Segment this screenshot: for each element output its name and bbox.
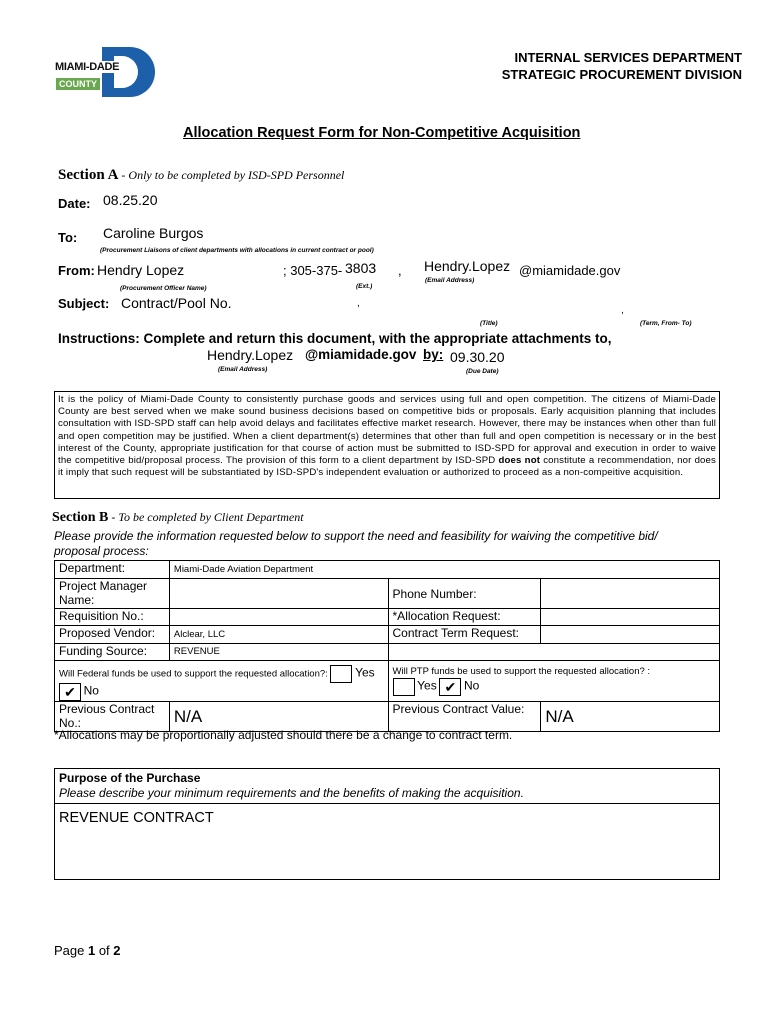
requisition-field[interactable] xyxy=(169,609,388,626)
ptp-funds-question: Will PTP funds be used to support the requested allocation? : xyxy=(392,666,651,677)
previous-contract-no-field[interactable]: N/A xyxy=(169,702,388,732)
logo-county: COUNTY xyxy=(56,78,100,90)
email-user-field[interactable]: Hendry.Lopez xyxy=(424,258,511,274)
subject-field[interactable]: Contract/Pool No. xyxy=(121,295,232,311)
due-date-field[interactable]: 09.30.20 xyxy=(450,349,505,365)
date-field[interactable]: 08.25.20 xyxy=(103,192,158,208)
officer-caption: (Procurement Officer Name) xyxy=(120,285,207,292)
ptp-yes-checkbox[interactable] xyxy=(393,678,415,696)
phone-number-label: Phone Number: xyxy=(388,579,541,609)
term-caption: (Term, From- To) xyxy=(640,320,692,327)
previous-contract-value-label: Previous Contract Value: xyxy=(388,702,541,732)
federal-no-label: No xyxy=(83,683,99,698)
ptp-yes-label: Yes xyxy=(417,678,437,693)
section-b-heading xyxy=(52,510,304,526)
section-b-instructions: Please provide the information requested below to support the need and feasibility for waiving the competitive bid/ proposal process: xyxy=(54,529,658,558)
policy-emphasis: does not xyxy=(498,455,541,467)
to-field[interactable]: Caroline Burgos xyxy=(103,225,204,241)
federal-yes-checkbox[interactable] xyxy=(330,665,352,683)
division-name: STRATEGIC PROCUREMENT DIVISION xyxy=(501,67,742,82)
return-email-user[interactable]: Hendry.Lopez xyxy=(207,347,294,363)
due-date-caption: (Due Date) xyxy=(466,368,499,375)
federal-no-checkbox[interactable]: ✔ xyxy=(59,683,81,701)
funding-source-label: Funding Source: xyxy=(55,644,170,661)
federal-yes-label: Yes xyxy=(355,665,375,680)
allocation-request-label: *Allocation Request: xyxy=(388,609,541,626)
email-domain: @miamidade.gov xyxy=(519,263,621,278)
allocation-request-field[interactable] xyxy=(541,609,720,626)
project-manager-field[interactable] xyxy=(169,579,388,609)
return-instructions: Instructions: Complete and return this document, with the appropriate attachments to, xyxy=(58,331,612,346)
department-name: INTERNAL SERVICES DEPARTMENT xyxy=(514,50,742,65)
federal-funds-question: Will Federal funds be used to support the requested allocation?: xyxy=(59,668,328,680)
proposed-vendor-field[interactable]: Alclear, LLC xyxy=(169,626,388,644)
department-label: Department: xyxy=(55,561,170,579)
previous-contract-value-field[interactable]: N/A xyxy=(541,702,720,732)
proposed-vendor-label: Proposed Vendor: xyxy=(55,626,170,644)
purpose-heading: Purpose of the Purchase xyxy=(59,771,201,785)
project-manager-label: Project Manager Name: xyxy=(55,579,170,609)
contract-term-label: Contract Term Request: xyxy=(388,626,541,644)
section-a-note: - Only to be completed by ISD-SPD Personnel xyxy=(118,168,345,182)
form-title: Allocation Request Form for Non-Competitive Acquisition xyxy=(183,125,581,141)
contract-term-field[interactable] xyxy=(541,626,720,644)
funding-source-field[interactable]: REVENUE xyxy=(169,644,388,661)
section-a-label: Section A xyxy=(58,167,119,183)
section-a-heading xyxy=(58,167,344,184)
by-label: by: xyxy=(423,347,444,362)
comma-separator: , xyxy=(357,298,360,309)
allocation-footnote: *Allocations may be proportionally adjusted should there be a change to contract term. xyxy=(54,728,513,742)
blank-cell xyxy=(388,644,719,661)
purpose-box xyxy=(54,768,720,880)
to-caption: (Procurement Liaisons of client departments with allocations in current contract or pool) xyxy=(100,247,374,254)
comma-separator: , xyxy=(398,263,402,278)
subject-label: Subject: xyxy=(58,296,110,311)
previous-contract-no-label: Previous Contract No.: xyxy=(55,702,170,732)
comma-separator: , xyxy=(621,305,624,316)
extension-field[interactable]: 3803 xyxy=(345,260,377,276)
requisition-label: Requisition No.: xyxy=(55,609,170,626)
ptp-no-checkbox[interactable]: ✔ xyxy=(439,678,461,696)
section-b-note: - To be completed by Client Department xyxy=(108,510,304,524)
email-caption: (Email Address) xyxy=(425,277,475,284)
policy-statement: It is the policy of Miami-Dade County to consistently purchase goods and services using full and open competition. The citizens of Miami-Dade County are best served when we make sound business decisions based on competitive bids or proposals. Early acquisition planning that includes consultation with ISD-SPD staff can help avoid delays and facilitates effective market research. However, there may be instances when other than full and open competition may be justified. When a client department(s) determines that other than full and open competition is necessary or in the best interest of the County, appropriate justification for that course of action must be submitted to ISD-SPD for approval and execution in order to waive the competitive bid/proposal process. The provision of this form to a client department by ISD-SPD does not constitute a recommendation, nor does it imply that such request will be substantiated by ISD-SPD's independent evaluation or authorized to proceed as a non-compeitive acquisition. xyxy=(54,391,720,499)
federal-funds-cell xyxy=(55,661,389,702)
phone-number-field[interactable] xyxy=(541,579,720,609)
date-label: Date: xyxy=(58,196,91,211)
purpose-field[interactable]: REVENUE CONTRACT xyxy=(59,810,214,826)
return-email-caption: (Email Address) xyxy=(218,366,268,373)
logo-text: MIAMI-DADE xyxy=(55,61,120,73)
purpose-divider xyxy=(55,803,719,804)
page-number: Page 1 of 2 xyxy=(54,943,121,958)
ptp-no-label: No xyxy=(464,678,480,693)
section-b-label: Section B xyxy=(52,510,109,525)
return-email-domain: @miamidade.gov xyxy=(305,347,417,362)
from-field[interactable]: Hendry Lopez xyxy=(97,262,185,278)
title-caption: (Title) xyxy=(480,320,498,327)
to-label: To: xyxy=(58,230,78,245)
ext-caption: (Ext.) xyxy=(356,283,373,290)
from-label: From: xyxy=(58,263,95,278)
client-info-table xyxy=(54,560,720,732)
purpose-instruction: Please describe your minimum requirements and the benefits of making the acquisition. xyxy=(59,786,524,800)
phone-prefix: ; 305-375- xyxy=(283,263,343,278)
ptp-funds-cell xyxy=(388,661,719,702)
department-field[interactable]: Miami-Dade Aviation Department xyxy=(169,561,719,579)
miami-dade-county-logo xyxy=(55,47,155,97)
